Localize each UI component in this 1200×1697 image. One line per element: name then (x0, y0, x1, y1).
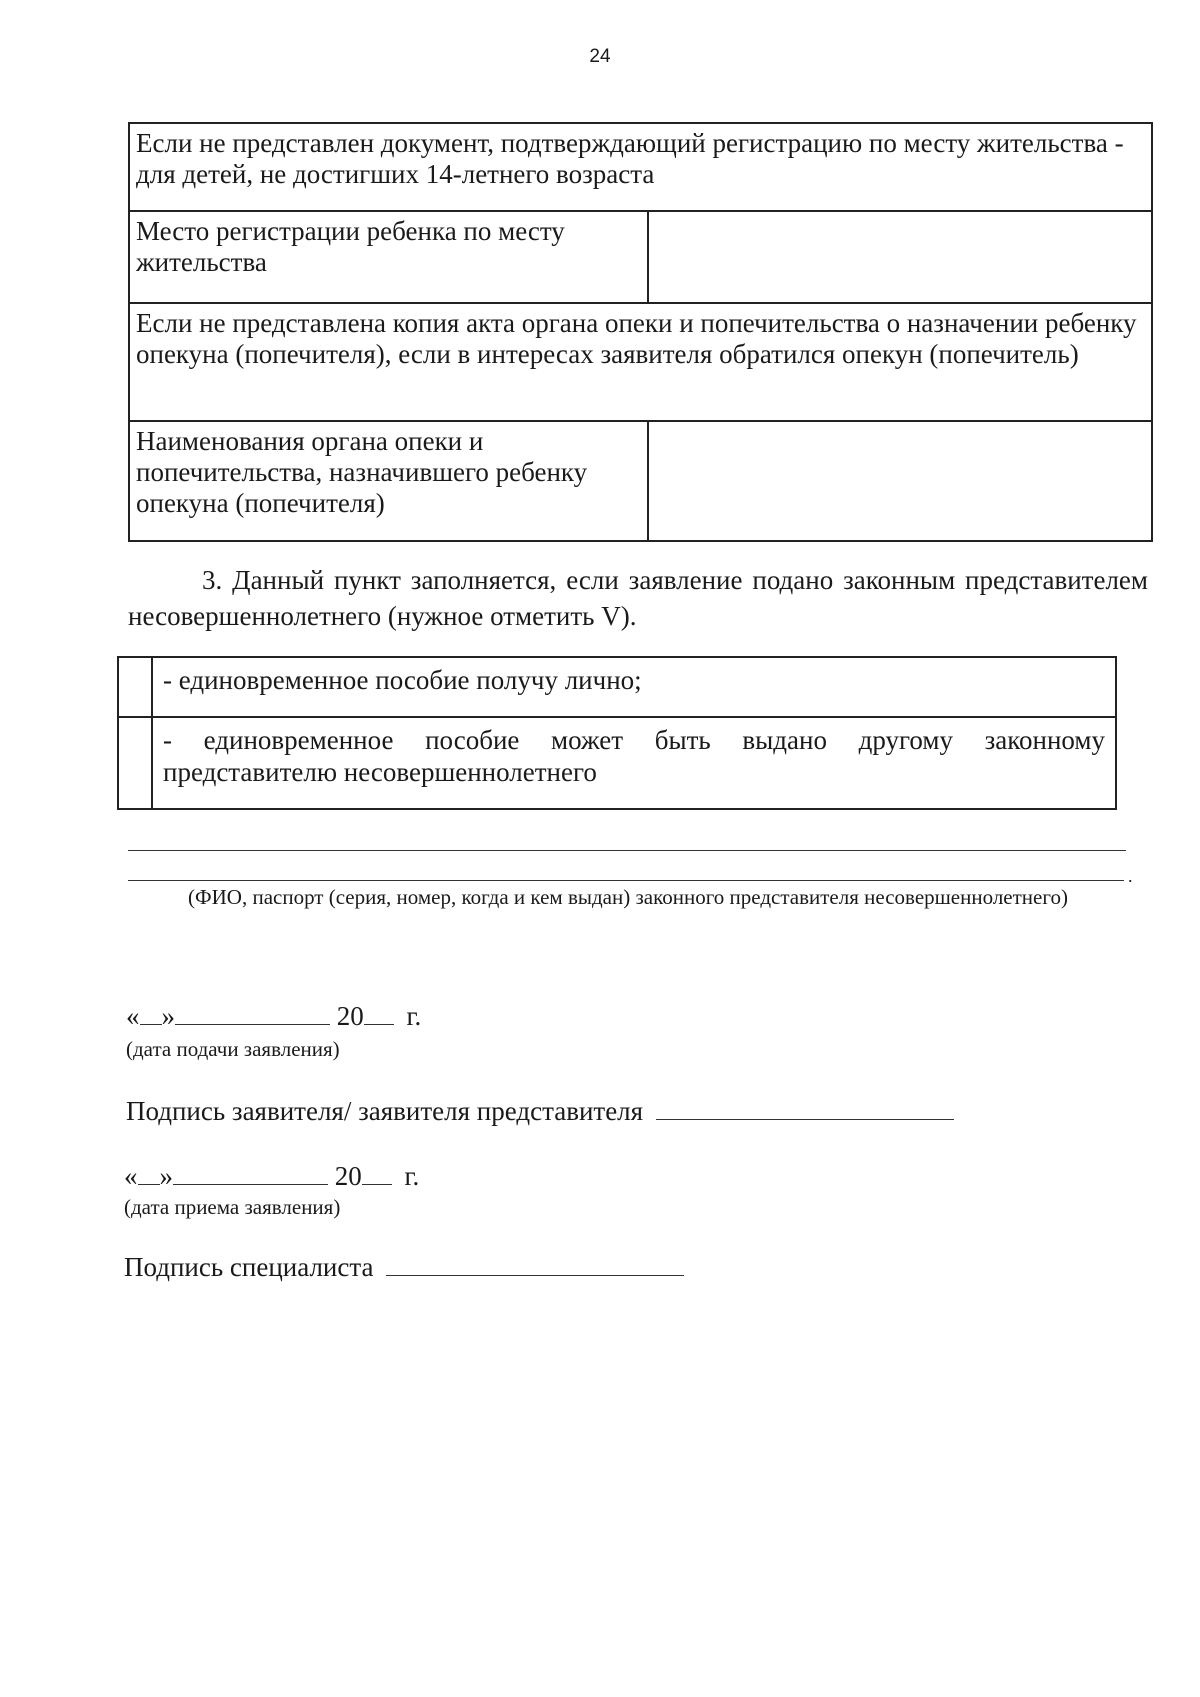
close-quote: » (161, 1001, 175, 1031)
year-prefix: 20 (334, 1161, 362, 1191)
open-quote: « (126, 1001, 140, 1031)
benefit-options-table (117, 656, 1117, 810)
applicant-signature-field[interactable] (656, 1119, 954, 1120)
year-suffix: г. (406, 1001, 422, 1031)
applicant-signature-row (126, 1096, 954, 1126)
page-number: 24 (589, 46, 611, 67)
representative-line-1[interactable] (128, 850, 1126, 851)
option-1-checkbox[interactable] (118, 657, 152, 717)
guardianship-note-cell: Если не представлена копия акта органа опеки и попечительства о назначении ребенку опекуна (попечителя), если в интересах заявителя обратился опекун (попечитель) (129, 303, 1152, 421)
line-end-dot: . (1128, 866, 1133, 886)
specialist-signature-row (124, 1252, 684, 1282)
section-3-text: 3. Данный пункт заполняется, если заявление подано законным представителем несовершеннолетнего (нужное отметить V). (128, 565, 1148, 631)
option-2-label: - единовременное пособие может быть выдано другому законному представителю несовершеннолетнего (152, 717, 1116, 809)
registration-guardian-table (128, 122, 1153, 542)
option-1-label: - единовременное пособие получу лично; (152, 657, 1116, 717)
submission-year-field[interactable] (364, 1024, 394, 1025)
guardianship-authority-label: Наименования органа опеки и попечительства, назначившего ребенку опекуна (попечителя) (129, 421, 648, 541)
registration-place-field[interactable] (648, 211, 1152, 303)
year-prefix: 20 (336, 1001, 364, 1031)
year-suffix: г. (404, 1161, 420, 1191)
acceptance-day-field[interactable] (138, 1184, 160, 1185)
representative-line-2[interactable] (128, 880, 1124, 881)
registration-note-cell: Если не представлен документ, подтверждающий регистрацию по месту жительства - для детей, не достигших 14-летнего возраста (129, 123, 1152, 211)
representative-caption: (ФИО, паспорт (серия, номер, когда и кем выдан) законного представителя несовершеннолетнего) (188, 885, 1068, 909)
applicant-signature-label: Подпись заявителя/ заявителя представителя (126, 1096, 644, 1126)
option-2-checkbox[interactable] (118, 717, 152, 809)
submission-date (126, 1001, 421, 1031)
acceptance-date-note: (дата приема заявления) (124, 1195, 341, 1219)
specialist-signature-label: Подпись специалиста (124, 1252, 374, 1282)
submission-day-field[interactable] (140, 1024, 162, 1025)
guardianship-authority-field[interactable] (648, 421, 1152, 541)
open-quote: « (124, 1161, 138, 1191)
close-quote: » (159, 1161, 173, 1191)
acceptance-month-field[interactable] (173, 1184, 328, 1185)
acceptance-year-field[interactable] (362, 1184, 392, 1185)
registration-place-label: Место регистрации ребенка по месту жительства (129, 211, 648, 303)
acceptance-date (124, 1161, 419, 1191)
specialist-signature-field[interactable] (386, 1275, 684, 1276)
submission-date-note: (дата подачи заявления) (126, 1037, 340, 1061)
submission-month-field[interactable] (175, 1024, 330, 1025)
